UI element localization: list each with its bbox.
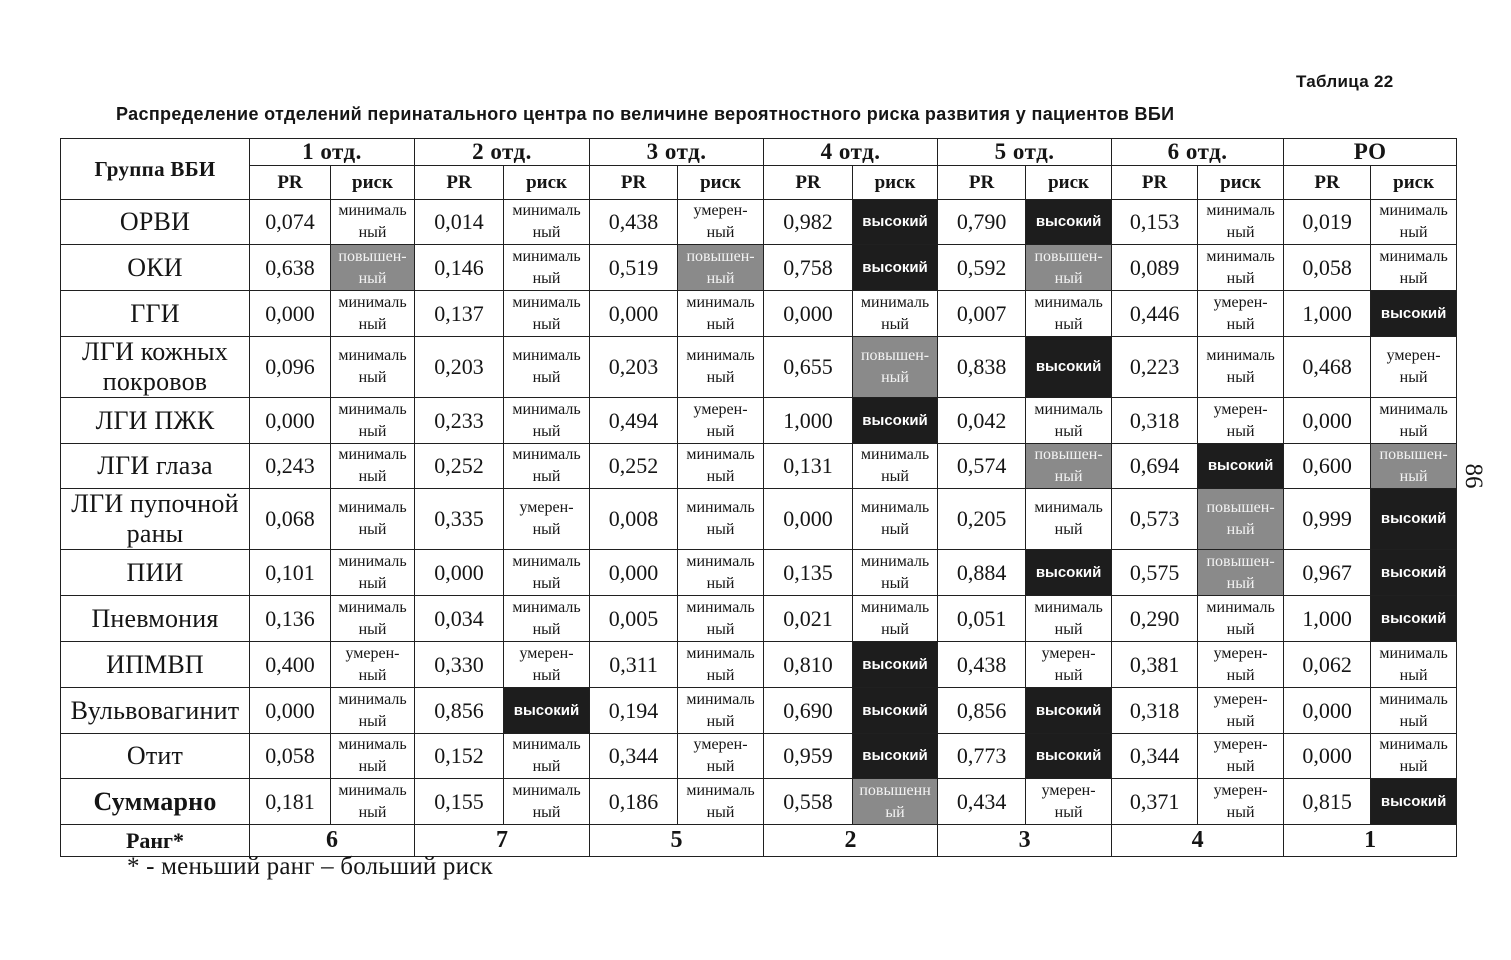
pr-value: 0,468 xyxy=(1284,337,1371,398)
rank-value: 3 xyxy=(938,825,1112,857)
risk-level: минималь ный xyxy=(504,444,590,489)
risk-level: минималь ный xyxy=(1371,688,1457,734)
risk-level: высокий xyxy=(853,734,938,779)
table-row xyxy=(61,489,1457,550)
pr-value: 0,290 xyxy=(1112,596,1198,642)
pr-value: 0,381 xyxy=(1112,642,1198,688)
risk-level: умерен- ный xyxy=(331,642,415,688)
pr-column-header: PR xyxy=(938,166,1026,200)
risk-level: минималь ный xyxy=(331,291,415,337)
pr-value: 0,884 xyxy=(938,550,1026,596)
risk-column-header: риск xyxy=(678,166,764,200)
table-number-label: Таблица 22 xyxy=(1296,72,1394,91)
risk-level: минималь ный xyxy=(1198,245,1284,291)
pr-value: 0,790 xyxy=(938,200,1026,245)
pr-value: 0,233 xyxy=(415,398,504,444)
department-header: 1 отд. xyxy=(250,139,415,166)
risk-level: минималь ный xyxy=(331,200,415,245)
pr-value: 0,982 xyxy=(764,200,853,245)
table-row xyxy=(61,779,1457,825)
pr-value: 0,194 xyxy=(590,688,678,734)
rank-value: 4 xyxy=(1112,825,1284,857)
risk-level: минималь ный xyxy=(504,550,590,596)
risk-level: минималь ный xyxy=(853,596,938,642)
pr-value: 0,223 xyxy=(1112,337,1198,398)
pr-value: 0,000 xyxy=(1284,734,1371,779)
pr-value: 0,335 xyxy=(415,489,504,550)
risk-column-header: риск xyxy=(1371,166,1457,200)
table-row xyxy=(61,398,1457,444)
risk-level: минималь ный xyxy=(504,291,590,337)
pr-column-header: PR xyxy=(415,166,504,200)
pr-value: 0,318 xyxy=(1112,398,1198,444)
pr-value: 0,101 xyxy=(250,550,331,596)
pr-value: 0,573 xyxy=(1112,489,1198,550)
pr-value: 0,434 xyxy=(938,779,1026,825)
department-header: 3 отд. xyxy=(590,139,764,166)
pr-value: 0,330 xyxy=(415,642,504,688)
pr-value: 0,967 xyxy=(1284,550,1371,596)
risk-level: минималь ный xyxy=(678,489,764,550)
page-number: 86 xyxy=(1460,463,1487,489)
rank-label: Ранг* xyxy=(61,825,250,857)
risk-column-header: риск xyxy=(853,166,938,200)
pr-value: 0,558 xyxy=(764,779,853,825)
pr-value: 0,089 xyxy=(1112,245,1198,291)
pr-value: 0,438 xyxy=(590,200,678,245)
pr-value: 0,000 xyxy=(1284,688,1371,734)
infection-group-name: ПИИ xyxy=(61,550,250,596)
infection-group-name: ГГИ xyxy=(61,291,250,337)
pr-value: 0,600 xyxy=(1284,444,1371,489)
risk-level: высокий xyxy=(853,688,938,734)
pr-value: 0,131 xyxy=(764,444,853,489)
risk-level: минималь ный xyxy=(504,398,590,444)
risk-level: минималь ный xyxy=(678,337,764,398)
pr-value: 1,000 xyxy=(1284,291,1371,337)
pr-value: 0,153 xyxy=(1112,200,1198,245)
risk-level: минималь ный xyxy=(853,444,938,489)
risk-level: минималь ный xyxy=(678,688,764,734)
infection-group-name: ЛГИ кожных покровов xyxy=(61,337,250,398)
footnote: * - меньший ранг – больший риск xyxy=(127,853,493,880)
pr-value: 0,446 xyxy=(1112,291,1198,337)
risk-level: умерен- ный xyxy=(1198,642,1284,688)
risk-level: минималь ный xyxy=(331,444,415,489)
risk-level: высокий xyxy=(504,688,590,734)
risk-level: минималь ный xyxy=(504,596,590,642)
risk-level: минималь ный xyxy=(331,734,415,779)
infection-group-name: ЛГИ глаза xyxy=(61,444,250,489)
risk-level: высокий xyxy=(1371,489,1457,550)
risk-level: высокий xyxy=(1371,550,1457,596)
department-header: 6 отд. xyxy=(1112,139,1284,166)
risk-level: высокий xyxy=(853,200,938,245)
pr-value: 0,051 xyxy=(938,596,1026,642)
rank-value: 5 xyxy=(590,825,764,857)
risk-level: минималь ный xyxy=(331,337,415,398)
pr-value: 0,007 xyxy=(938,291,1026,337)
risk-level: высокий xyxy=(1371,779,1457,825)
pr-value: 0,062 xyxy=(1284,642,1371,688)
pr-value: 0,205 xyxy=(938,489,1026,550)
pr-value: 0,019 xyxy=(1284,200,1371,245)
table-row xyxy=(61,291,1457,337)
pr-value: 0,034 xyxy=(415,596,504,642)
infection-group-name: Суммарно xyxy=(61,779,250,825)
pr-value: 0,773 xyxy=(938,734,1026,779)
pr-column-header: PR xyxy=(590,166,678,200)
pr-value: 0,042 xyxy=(938,398,1026,444)
pr-value: 0,203 xyxy=(590,337,678,398)
risk-level: умерен- ный xyxy=(678,200,764,245)
subheader-row xyxy=(61,166,1457,200)
rank-value: 6 xyxy=(250,825,415,857)
pr-value: 0,574 xyxy=(938,444,1026,489)
pr-value: 0,638 xyxy=(250,245,331,291)
pr-value: 0,575 xyxy=(1112,550,1198,596)
pr-value: 0,152 xyxy=(415,734,504,779)
risk-level: повышен- ный xyxy=(1026,245,1112,291)
pr-column-header: PR xyxy=(1284,166,1371,200)
risk-level: повышен- ный xyxy=(1198,550,1284,596)
risk-level: минималь ный xyxy=(331,489,415,550)
pr-value: 0,344 xyxy=(1112,734,1198,779)
risk-level: минималь ный xyxy=(678,596,764,642)
table-row xyxy=(61,688,1457,734)
pr-column-header: PR xyxy=(250,166,331,200)
risk-level: высокий xyxy=(1026,337,1112,398)
risk-level: умерен- ный xyxy=(678,398,764,444)
pr-value: 0,694 xyxy=(1112,444,1198,489)
pr-value: 0,690 xyxy=(764,688,853,734)
department-header: 2 отд. xyxy=(415,139,590,166)
risk-level: умерен- ный xyxy=(678,734,764,779)
risk-level: умерен- ный xyxy=(1026,779,1112,825)
risk-level: умерен- ный xyxy=(1198,779,1284,825)
pr-value: 1,000 xyxy=(1284,596,1371,642)
pr-value: 0,318 xyxy=(1112,688,1198,734)
risk-level: повышенн ый xyxy=(853,779,938,825)
pr-value: 1,000 xyxy=(764,398,853,444)
pr-value: 0,074 xyxy=(250,200,331,245)
pr-value: 0,096 xyxy=(250,337,331,398)
risk-level: минималь ный xyxy=(678,291,764,337)
risk-level: высокий xyxy=(1026,200,1112,245)
risk-level: минималь ный xyxy=(1198,596,1284,642)
risk-level: повышен- ный xyxy=(1026,444,1112,489)
department-header-row xyxy=(61,139,1457,166)
infection-group-name: Пневмония xyxy=(61,596,250,642)
pr-value: 0,137 xyxy=(415,291,504,337)
infection-group-name: Вульвовагинит xyxy=(61,688,250,734)
pr-value: 0,959 xyxy=(764,734,853,779)
pr-value: 0,000 xyxy=(764,489,853,550)
risk-level: высокий xyxy=(1026,550,1112,596)
pr-value: 0,203 xyxy=(415,337,504,398)
table-header xyxy=(61,139,1457,200)
pr-value: 0,344 xyxy=(590,734,678,779)
infection-group-name: ОКИ xyxy=(61,245,250,291)
risk-level: минималь ный xyxy=(678,779,764,825)
pr-value: 0,021 xyxy=(764,596,853,642)
risk-level: минималь ный xyxy=(1371,200,1457,245)
rank-value: 1 xyxy=(1284,825,1457,857)
table-row xyxy=(61,337,1457,398)
pr-value: 0,068 xyxy=(250,489,331,550)
risk-level: минималь ный xyxy=(331,688,415,734)
infection-group-name: ЛГИ пупочной раны xyxy=(61,489,250,550)
risk-level: минималь ный xyxy=(678,550,764,596)
risk-level: повышен- ный xyxy=(853,337,938,398)
risk-column-header: риск xyxy=(504,166,590,200)
risk-level: умерен- ный xyxy=(1198,734,1284,779)
risk-level: высокий xyxy=(853,398,938,444)
infection-group-name: ЛГИ ПЖК xyxy=(61,398,250,444)
risk-level: минималь ный xyxy=(1371,642,1457,688)
pr-value: 0,136 xyxy=(250,596,331,642)
pr-value: 0,758 xyxy=(764,245,853,291)
pr-value: 0,311 xyxy=(590,642,678,688)
table-row xyxy=(61,734,1457,779)
department-header: 5 отд. xyxy=(938,139,1112,166)
pr-value: 0,810 xyxy=(764,642,853,688)
risk-distribution-table xyxy=(60,138,1457,857)
table-row xyxy=(61,444,1457,489)
pr-value: 0,592 xyxy=(938,245,1026,291)
risk-level: минималь ный xyxy=(678,444,764,489)
risk-level: минималь ный xyxy=(1371,398,1457,444)
risk-level: минималь ный xyxy=(853,489,938,550)
risk-level: минималь ный xyxy=(1371,734,1457,779)
risk-level: минималь ный xyxy=(1371,245,1457,291)
pr-value: 0,000 xyxy=(764,291,853,337)
risk-level: высокий xyxy=(853,642,938,688)
pr-value: 0,000 xyxy=(250,398,331,444)
infection-group-name: Отит xyxy=(61,734,250,779)
pr-value: 0,856 xyxy=(938,688,1026,734)
pr-value: 0,000 xyxy=(250,291,331,337)
pr-value: 0,243 xyxy=(250,444,331,489)
group-column-header: Группа ВБИ xyxy=(61,139,250,200)
risk-level: высокий xyxy=(853,245,938,291)
pr-value: 0,000 xyxy=(590,550,678,596)
risk-level: умерен- ный xyxy=(1198,688,1284,734)
pr-value: 0,000 xyxy=(250,688,331,734)
risk-level: умерен- ный xyxy=(1198,398,1284,444)
risk-level: высокий xyxy=(1198,444,1284,489)
department-header: РО xyxy=(1284,139,1457,166)
risk-level: минималь ный xyxy=(504,734,590,779)
infection-group-name: ИПМВП xyxy=(61,642,250,688)
pr-value: 0,252 xyxy=(415,444,504,489)
pr-value: 0,146 xyxy=(415,245,504,291)
table-row xyxy=(61,245,1457,291)
pr-value: 0,008 xyxy=(590,489,678,550)
risk-level: умерен- ный xyxy=(1198,291,1284,337)
risk-column-header: риск xyxy=(331,166,415,200)
risk-level: минималь ный xyxy=(1026,398,1112,444)
risk-level: минималь ный xyxy=(1026,596,1112,642)
pr-value: 0,014 xyxy=(415,200,504,245)
department-header: 4 отд. xyxy=(764,139,938,166)
risk-level: минималь ный xyxy=(331,550,415,596)
risk-level: минималь ный xyxy=(1198,337,1284,398)
risk-level: минималь ный xyxy=(504,200,590,245)
risk-level: минималь ный xyxy=(853,550,938,596)
pr-value: 0,181 xyxy=(250,779,331,825)
pr-value: 0,135 xyxy=(764,550,853,596)
pr-value: 0,838 xyxy=(938,337,1026,398)
table-row xyxy=(61,200,1457,245)
pr-value: 0,000 xyxy=(415,550,504,596)
rank-value: 7 xyxy=(415,825,590,857)
table-title: Распределение отделений перинатального центра по величине вероятностного риска развития у пациентов ВБИ xyxy=(116,104,1175,124)
table-row xyxy=(61,596,1457,642)
table-row xyxy=(61,550,1457,596)
pr-value: 0,186 xyxy=(590,779,678,825)
risk-level: минималь ный xyxy=(331,596,415,642)
rank-value: 2 xyxy=(764,825,938,857)
risk-level: минималь ный xyxy=(504,245,590,291)
risk-level: умерен- ный xyxy=(1371,337,1457,398)
rank-row xyxy=(61,825,1457,857)
pr-value: 0,438 xyxy=(938,642,1026,688)
risk-level: повышен- ный xyxy=(331,245,415,291)
pr-value: 0,999 xyxy=(1284,489,1371,550)
risk-level: минималь ный xyxy=(1026,291,1112,337)
risk-level: высокий xyxy=(1371,596,1457,642)
risk-level: повышен- ный xyxy=(678,245,764,291)
pr-value: 0,252 xyxy=(590,444,678,489)
pr-column-header: PR xyxy=(764,166,853,200)
pr-value: 0,058 xyxy=(250,734,331,779)
pr-value: 0,655 xyxy=(764,337,853,398)
risk-level: высокий xyxy=(1371,291,1457,337)
pr-value: 0,494 xyxy=(590,398,678,444)
pr-value: 0,400 xyxy=(250,642,331,688)
risk-level: минималь ный xyxy=(678,642,764,688)
risk-level: умерен- ный xyxy=(504,642,590,688)
risk-level: умерен- ный xyxy=(1026,642,1112,688)
risk-level: минималь ный xyxy=(331,398,415,444)
table-body xyxy=(61,200,1457,857)
risk-level: повышен- ный xyxy=(1198,489,1284,550)
infection-group-name: ОРВИ xyxy=(61,200,250,245)
pr-value: 0,815 xyxy=(1284,779,1371,825)
risk-level: минималь ный xyxy=(331,779,415,825)
pr-value: 0,000 xyxy=(1284,398,1371,444)
pr-value: 0,058 xyxy=(1284,245,1371,291)
risk-level: высокий xyxy=(1026,734,1112,779)
risk-level: минималь ный xyxy=(504,779,590,825)
risk-level: высокий xyxy=(1026,688,1112,734)
pr-value: 0,519 xyxy=(590,245,678,291)
risk-column-header: риск xyxy=(1026,166,1112,200)
risk-column-header: риск xyxy=(1198,166,1284,200)
risk-level: минималь ный xyxy=(1198,200,1284,245)
pr-value: 0,005 xyxy=(590,596,678,642)
pr-value: 0,155 xyxy=(415,779,504,825)
pr-value: 0,000 xyxy=(590,291,678,337)
pr-column-header: PR xyxy=(1112,166,1198,200)
risk-level: умерен- ный xyxy=(504,489,590,550)
risk-level: повышен- ный xyxy=(1371,444,1457,489)
risk-level: минималь ный xyxy=(1026,489,1112,550)
pr-value: 0,856 xyxy=(415,688,504,734)
risk-level: минималь ный xyxy=(504,337,590,398)
table-row xyxy=(61,642,1457,688)
pr-value: 0,371 xyxy=(1112,779,1198,825)
risk-level: минималь ный xyxy=(853,291,938,337)
